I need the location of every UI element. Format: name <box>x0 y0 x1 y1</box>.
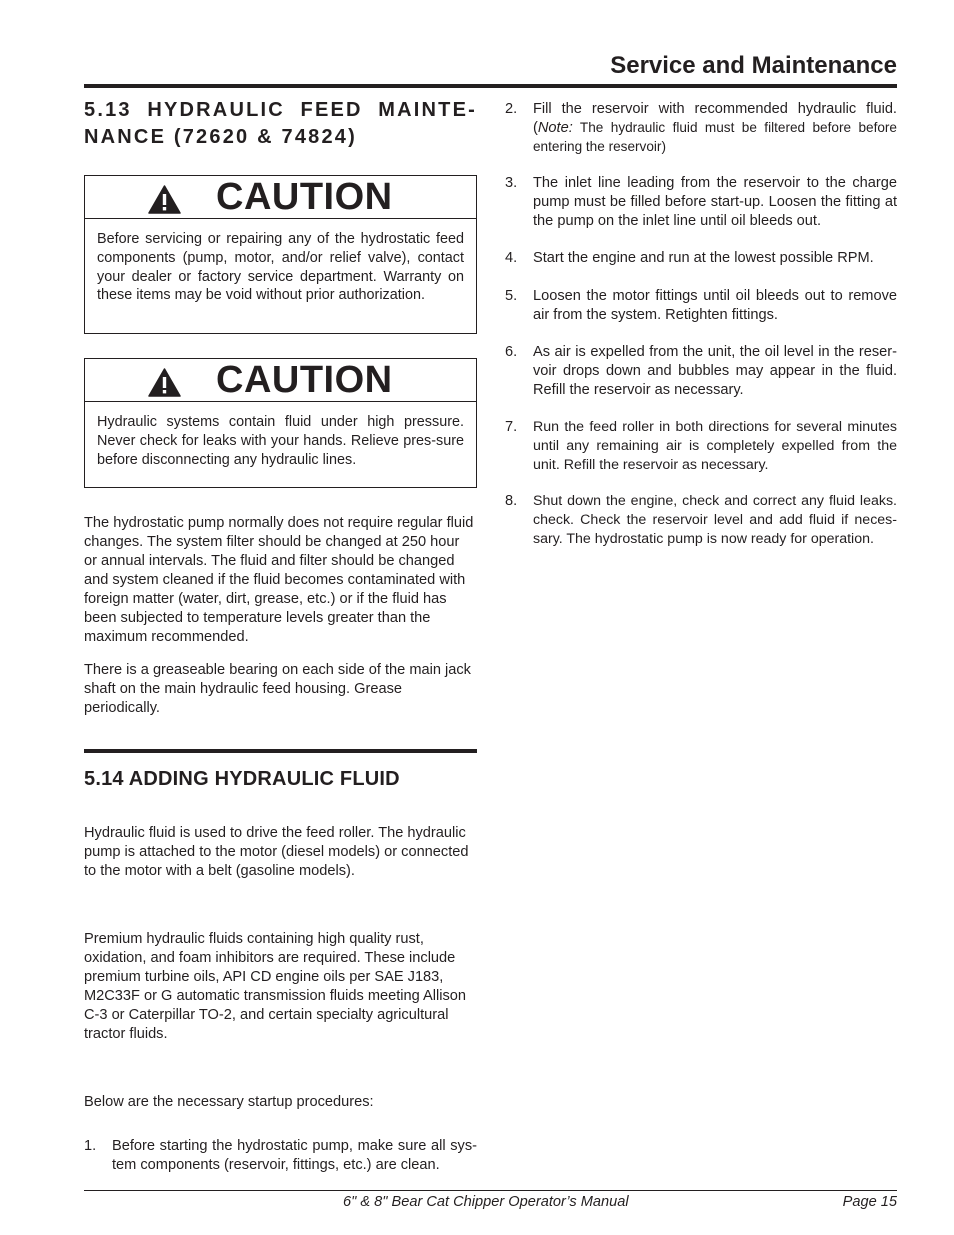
step-text: Loosen the motor fittings until oil bleeds out to remove air from the system. Retighten fittings. <box>533 288 897 323</box>
caution-box-1 <box>84 175 477 334</box>
step-number: 6. <box>505 344 518 360</box>
grease-paragraph: There is a greaseable bearing on each side of the main jack shaft on the main hydraulic feed housing. Grease periodically. <box>84 662 471 716</box>
list-item <box>505 174 897 232</box>
section-rule <box>84 749 477 753</box>
caution-box-2 <box>84 358 477 488</box>
caution-label: CAUTION <box>216 176 393 218</box>
step-number: 1. <box>84 1138 97 1154</box>
section-5-14-heading: 5.14 ADDING HYDRAULIC FLUID <box>84 768 400 790</box>
list-item <box>505 343 897 401</box>
step-number: 8. <box>505 493 518 509</box>
step-text: The inlet line leading from the reservoir to the charge pump must be filled before start-up. Loosen the fitting at the pump on the inlet line until oil bleeds out. <box>533 175 897 229</box>
list-item <box>505 249 897 269</box>
section-5-13-heading: 5.13 HYDRAULIC FEED MAINTE-NANCE (72620 & 74824) <box>84 99 477 148</box>
note-label: Note: <box>537 119 573 136</box>
step-text: Run the feed roller in both directions for several minutes until any remaining air is completely expelled from the unit. Refill the reservoir as necessary. <box>533 419 897 473</box>
step-text: Shut down the engine, check and correct any fluid leaks. check. Check the reservoir level and add fluid if neces-sary. The hydrostatic pump is now ready for operation. <box>533 493 897 547</box>
warning-triangle-icon <box>148 185 181 214</box>
step-text: As air is expelled from the unit, the oil level in the reser-voir drops down and bubbles may appear in the fluid. Refill the reservoir as necessary. <box>533 344 897 398</box>
list-item <box>505 492 897 550</box>
list-item <box>505 418 897 476</box>
header-rule <box>84 84 897 88</box>
footer-page-number: Page 15 <box>842 1194 897 1210</box>
caution-label: CAUTION <box>216 359 393 401</box>
fluid-types-paragraph: Premium hydraulic fluids containing high quality rust, oxidation, and foam inhibitors are required. These include premium turbine oils, API CD engine oils per SAE J183, M2C33F or G automatic transmission fluids meeting Allison C-3 or Caterpillar TO-2, and certain specialty agricultural tractor fluids. <box>84 931 467 1042</box>
fluid-intro-paragraph: Hydraulic fluid is used to drive the feed roller. The hydraulic pump is attached to the motor (diesel models) or connected to the motor with a belt (gasoline models). <box>84 825 469 879</box>
step-number: 7. <box>505 419 518 435</box>
caution-header <box>85 359 476 402</box>
caution-header <box>85 176 476 219</box>
step-text: Start the engine and run at the lowest possible RPM. <box>533 250 874 266</box>
footer-rule <box>84 1190 897 1191</box>
step-number: 4. <box>505 250 518 266</box>
step-text: Fill the reservoir with recommended hydraulic fluid. (Note: The hydraulic fluid must be filtered before before entering the reservoir) <box>533 101 897 154</box>
step-number: 3. <box>505 175 518 191</box>
step-number: 5. <box>505 288 518 304</box>
step-text: Before starting the hydrostatic pump, make sure all sys-tem components (reservoir, fittings, etc.) are clean. <box>112 1138 477 1173</box>
list-item <box>84 1137 477 1177</box>
caution-text: Hydraulic systems contain fluid under high pressure. Never check for leaks with your hands. Relieve pres-sure before disconnecting any hydraulic lines. <box>97 414 464 468</box>
footer-manual-title: 6" & 8" Bear Cat Chipper Operator’s Manual <box>343 1194 629 1210</box>
startup-intro-paragraph: Below are the necessary startup procedures: <box>84 1094 374 1110</box>
maintenance-paragraph: The hydrostatic pump normally does not require regular fluid changes. The system filter should be changed at 250 hour or annual intervals. The fluid and filter should be changed and system cleaned if the fluid becomes contaminated with foreign matter (water, dirt, grease, etc.) or if the fluid has been subjected to temperature levels greater than the maximum recommended. <box>84 515 474 645</box>
warning-triangle-icon <box>148 368 181 397</box>
page-header-title: Service and Maintenance <box>610 52 897 79</box>
list-item <box>505 100 897 158</box>
list-item <box>505 287 897 327</box>
step-number: 2. <box>505 101 518 117</box>
caution-text: Before servicing or repairing any of the hydrostatic feed components (pump, motor, and/or relief valve), contact your dealer or factory service department. Warranty on these items may be void without prior authorization. <box>97 231 464 304</box>
